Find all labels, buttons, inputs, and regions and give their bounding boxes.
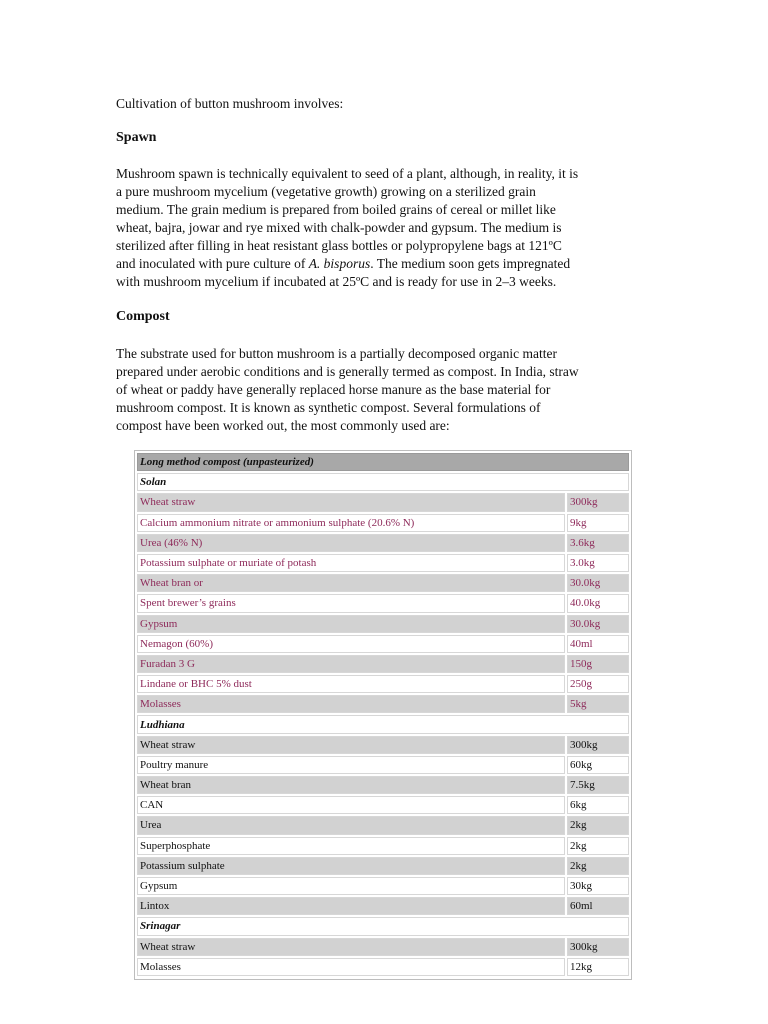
ingredient-cell: Urea (46% N)	[137, 534, 565, 552]
table-group-row	[137, 917, 629, 935]
table-row	[137, 574, 629, 592]
paragraph-line: sterilized after filling in heat resistant glass bottles or polypropylene bags at 121ºC	[116, 238, 562, 253]
compost-table-body	[137, 453, 629, 976]
ingredient-cell: Gypsum	[137, 877, 565, 895]
table-group-row	[137, 715, 629, 733]
ingredient-cell: Wheat straw	[137, 938, 565, 956]
table-row	[137, 695, 629, 713]
table-row	[137, 635, 629, 653]
quantity-cell: 150g	[567, 655, 629, 673]
table-row	[137, 675, 629, 693]
table-row	[137, 837, 629, 855]
ingredient-cell: Wheat bran or	[137, 574, 565, 592]
table-group-name: Srinagar	[137, 917, 629, 935]
quantity-cell: 7.5kg	[567, 776, 629, 794]
paragraph-line: medium. The grain medium is prepared from boiled grains of cereal or millet like	[116, 202, 556, 217]
ingredient-cell: Molasses	[137, 695, 565, 713]
ingredient-cell: CAN	[137, 796, 565, 814]
quantity-cell: 3.6kg	[567, 534, 629, 552]
table-row	[137, 493, 629, 511]
ingredient-cell: Potassium sulphate	[137, 857, 565, 875]
intro-text: Cultivation of button mushroom involves:	[116, 96, 344, 111]
ingredient-cell: Poultry manure	[137, 756, 565, 774]
ingredient-cell: Furadan 3 G	[137, 655, 565, 673]
spawn-heading: Spawn	[116, 130, 157, 145]
table-row	[137, 938, 629, 956]
table-row	[137, 897, 629, 915]
table-group-name: Ludhiana	[137, 715, 629, 733]
quantity-cell: 6kg	[567, 796, 629, 814]
ingredient-cell: Wheat straw	[137, 736, 565, 754]
ingredient-cell: Potassium sulphate or muriate of potash	[137, 554, 565, 572]
table-row	[137, 594, 629, 612]
paragraph-line: wheat, bajra, jowar and rye mixed with chalk-powder and gypsum. The medium is	[116, 220, 562, 235]
ingredient-cell: Gypsum	[137, 615, 565, 633]
table-title-row	[137, 453, 629, 471]
quantity-cell: 30.0kg	[567, 615, 629, 633]
paragraph-line: of wheat or paddy have generally replaced horse manure as the base material for	[116, 382, 551, 397]
table-row	[137, 857, 629, 875]
paragraph-line: mushroom compost. It is known as synthetic compost. Several formulations of	[116, 400, 541, 415]
quantity-cell: 30kg	[567, 877, 629, 895]
table-row	[137, 756, 629, 774]
species-name: A. bisporus	[308, 256, 371, 271]
ingredient-cell: Calcium ammonium nitrate or ammonium sulphate (20.6% N)	[137, 514, 565, 532]
quantity-cell: 60ml	[567, 897, 629, 915]
table-row	[137, 514, 629, 532]
table-row	[137, 736, 629, 754]
text-run: . The medium soon gets impregnated	[370, 256, 571, 271]
ingredient-cell: Wheat straw	[137, 493, 565, 511]
ingredient-cell: Lindane or BHC 5% dust	[137, 675, 565, 693]
paragraph-line: with mushroom mycelium if incubated at 25ºC and is ready for use in 2–3 weeks.	[116, 274, 557, 289]
paragraph-line: The substrate used for button mushroom is a partially decomposed organic matter	[116, 346, 558, 361]
table-row	[137, 655, 629, 673]
paragraph-line: a pure mushroom mycelium (vegetative growth) growing on a sterilized grain	[116, 184, 536, 199]
quantity-cell: 300kg	[567, 736, 629, 754]
ingredient-cell: Nemagon (60%)	[137, 635, 565, 653]
compost-table	[135, 451, 631, 978]
quantity-cell: 2kg	[567, 837, 629, 855]
table-title: Long method compost (unpasteurized)	[137, 453, 629, 471]
paragraph-line: prepared under aerobic conditions and is generally termed as compost. In India, straw	[116, 364, 579, 379]
paragraph-line	[116, 255, 656, 273]
quantity-cell: 2kg	[567, 857, 629, 875]
quantity-cell: 5kg	[567, 695, 629, 713]
ingredient-cell: Superphosphate	[137, 837, 565, 855]
table-row	[137, 776, 629, 794]
table-row	[137, 816, 629, 834]
quantity-cell: 60kg	[567, 756, 629, 774]
paragraph-line: Mushroom spawn is technically equivalent to seed of a plant, although, in reality, it is	[116, 166, 579, 181]
quantity-cell: 2kg	[567, 816, 629, 834]
table-row	[137, 877, 629, 895]
table-row	[137, 534, 629, 552]
quantity-cell: 9kg	[567, 514, 629, 532]
ingredient-cell: Wheat bran	[137, 776, 565, 794]
paragraph-line: compost have been worked out, the most commonly used are:	[116, 418, 450, 433]
quantity-cell: 12kg	[567, 958, 629, 976]
ingredient-cell: Urea	[137, 816, 565, 834]
quantity-cell: 40ml	[567, 635, 629, 653]
table-row	[137, 958, 629, 976]
quantity-cell: 300kg	[567, 493, 629, 511]
compost-table-container	[134, 450, 632, 980]
table-row	[137, 554, 629, 572]
quantity-cell: 250g	[567, 675, 629, 693]
ingredient-cell: Lintox	[137, 897, 565, 915]
table-row	[137, 796, 629, 814]
text-run: and inoculated with pure culture of	[116, 256, 309, 271]
spawn-paragraph	[116, 165, 656, 291]
ingredient-cell: Molasses	[137, 958, 565, 976]
table-row	[137, 615, 629, 633]
quantity-cell: 300kg	[567, 938, 629, 956]
quantity-cell: 3.0kg	[567, 554, 629, 572]
table-group-name: Solan	[137, 473, 629, 491]
compost-heading: Compost	[116, 309, 170, 324]
table-group-row	[137, 473, 629, 491]
ingredient-cell: Spent brewer’s grains	[137, 594, 565, 612]
quantity-cell: 40.0kg	[567, 594, 629, 612]
compost-paragraph	[116, 345, 656, 435]
quantity-cell: 30.0kg	[567, 574, 629, 592]
